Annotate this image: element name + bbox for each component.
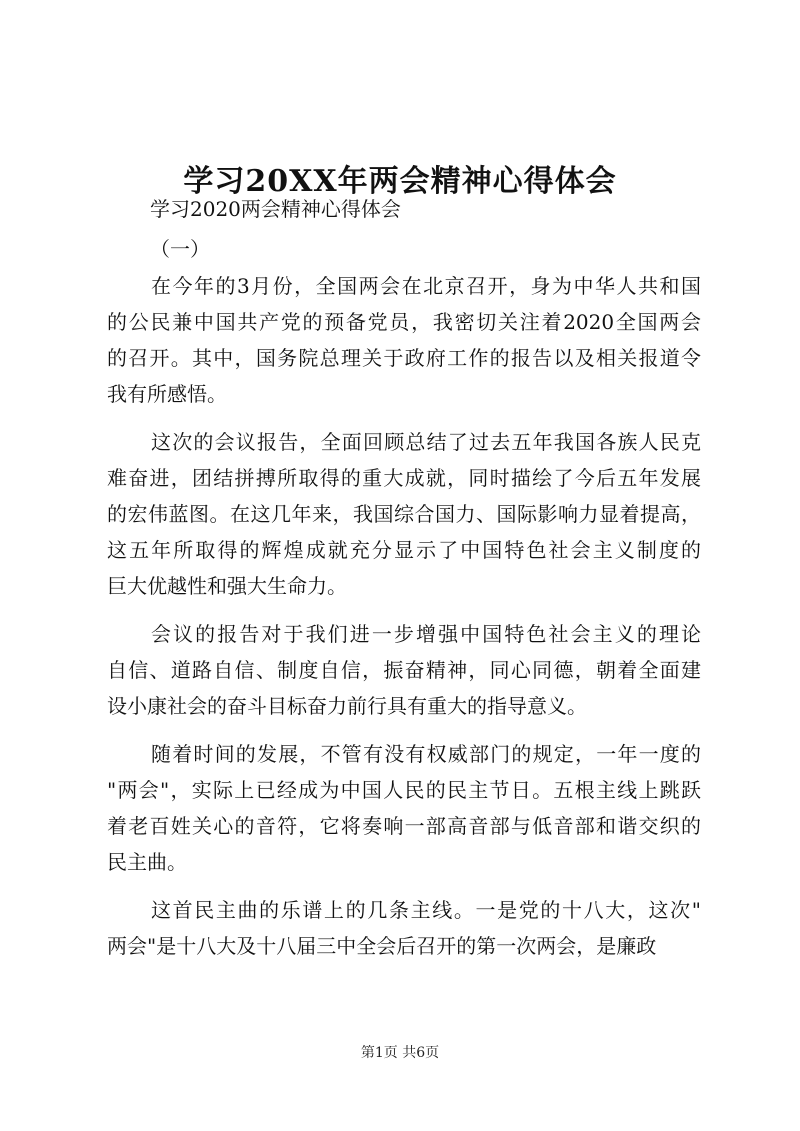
- paragraph-line: 两会"是十八大及十八届三中全会后召开的第一次两会，是廉政: [107, 934, 657, 958]
- paragraph-line: 巨大优越性和强大生命力。: [107, 574, 347, 598]
- paragraph-line: 设小康社会的奋斗目标奋力前行具有重大的指导意义。: [107, 694, 587, 718]
- paragraph-line: 这首民主曲的乐谱上的几条主线。一是党的十八大，这次": [151, 898, 701, 922]
- paragraph-line: 这五年所取得的辉煌成就充分显示了中国特色社会主义制度的: [107, 538, 701, 562]
- paragraph-line: 会议的报告对于我们进一步增强中国特色社会主义的理论: [151, 622, 701, 646]
- section-marker: （一）: [150, 237, 210, 261]
- paragraph-line: 这次的会议报告，全面回顾总结了过去五年我国各族人民克: [151, 430, 701, 454]
- body-paragraph: [107, 268, 701, 412]
- document-title: 学习20XX年两会精神心得体会: [183, 164, 617, 200]
- paragraph-line: 的宏伟蓝图。在这几年来，我国综合国力、国际影响力显着提高，: [107, 502, 701, 526]
- paragraph-line: 着老百姓关心的音符，它将奏响一部高音部与低音部和谐交织的: [107, 814, 701, 838]
- paragraph-line: 随着时间的发展，不管有没有权威部门的规定，一年一度的: [151, 742, 701, 766]
- paragraph-line: 的召开。其中，国务院总理关于政府工作的报告以及相关报道令: [107, 346, 701, 370]
- page-footer: 第1页 共6页: [360, 1045, 440, 1061]
- document-body: [107, 268, 701, 976]
- document-subtitle: 学习2020两会精神心得体会: [150, 197, 401, 221]
- body-paragraph: [107, 892, 701, 964]
- body-paragraph: [107, 736, 701, 880]
- paragraph-line: 民主曲。: [107, 850, 187, 874]
- body-paragraph: [107, 616, 701, 724]
- paragraph-line: 难奋进，团结拼搏所取得的重大成就，同时描绘了今后五年发展: [107, 466, 701, 490]
- paragraph-line: "两会"，实际上已经成为中国人民的民主节日。五根主线上跳跃: [107, 778, 701, 802]
- paragraph-line: 我有所感悟。: [107, 382, 227, 406]
- body-paragraph: [107, 424, 701, 604]
- paragraph-line: 的公民兼中国共产党的预备党员，我密切关注着2020全国两会: [107, 310, 701, 334]
- paragraph-line: 在今年的3月份，全国两会在北京召开，身为中华人共和国: [151, 274, 701, 298]
- paragraph-line: 自信、道路自信、制度自信，振奋精神，同心同德，朝着全面建: [107, 658, 701, 682]
